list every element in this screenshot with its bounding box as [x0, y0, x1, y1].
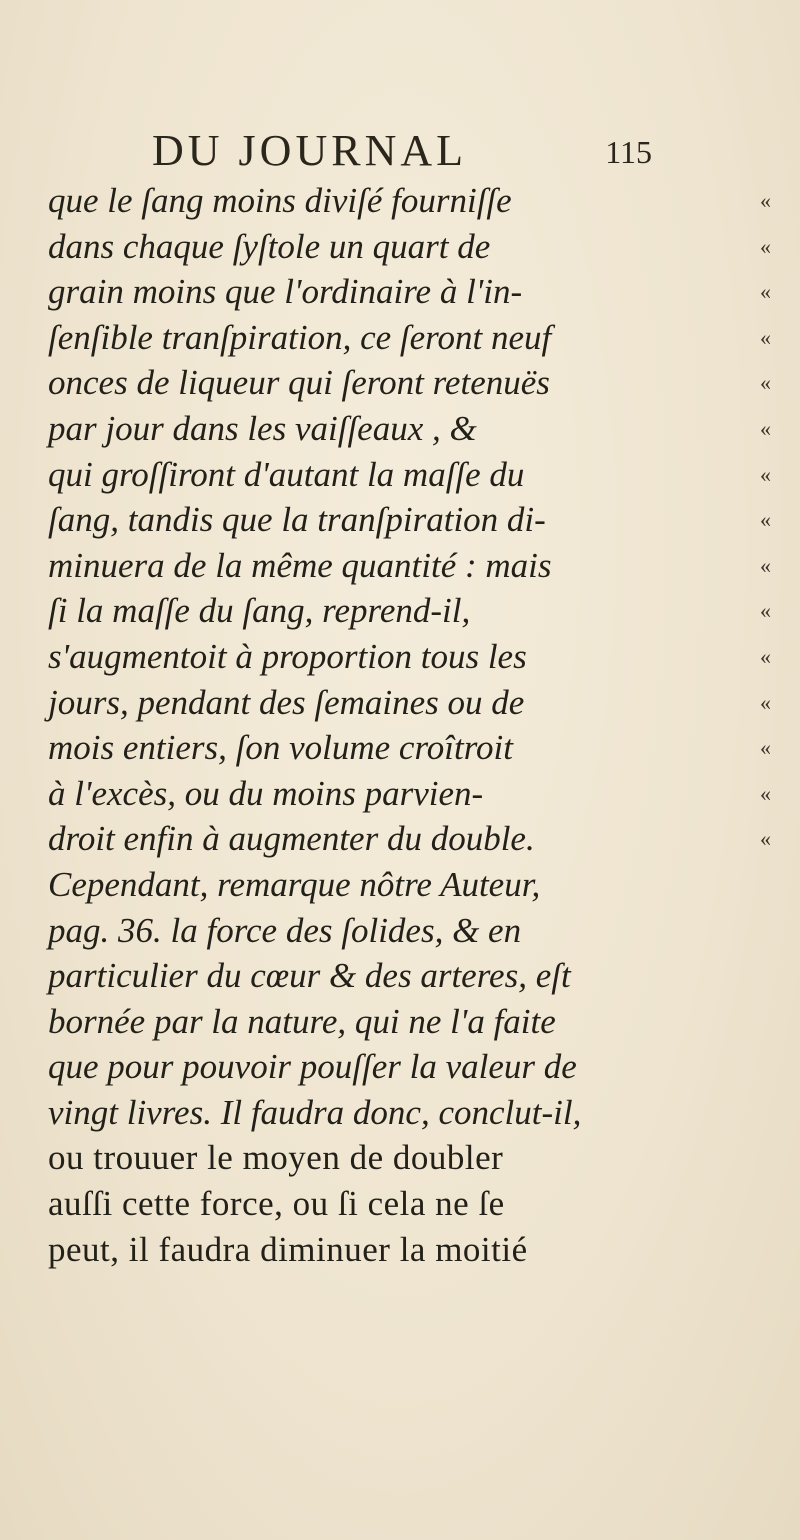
text-line	[0, 452, 800, 498]
line-text: ſenſible tranſpiration, ce ſeront neuf	[48, 317, 552, 357]
page-number: 115	[605, 134, 652, 170]
quote-mark: «	[760, 507, 771, 533]
line-text: minuera de la même quantité : mais	[48, 545, 552, 585]
line-text: onces de liqueur qui ſeront retenuës	[48, 363, 550, 403]
quote-mark: «	[760, 461, 771, 487]
line-text: Cependant, remarque nôtre Auteur,	[48, 864, 541, 904]
text-line	[0, 725, 800, 771]
quote-mark: «	[760, 643, 771, 669]
text-line	[0, 1181, 800, 1227]
line-text: vingt livres. Il faudra donc, conclut-il,	[48, 1092, 582, 1132]
text-line	[0, 360, 800, 406]
line-text: bornée par la nature, qui ne l'a faite	[48, 1001, 556, 1041]
text-line	[0, 862, 800, 908]
text-line	[0, 1135, 800, 1181]
text-line	[0, 953, 800, 999]
text-line	[0, 269, 800, 315]
line-text: que pour pouvoir pouſſer la valeur de	[48, 1047, 577, 1087]
line-text: qui groſſiront d'autant la maſſe du	[48, 454, 525, 494]
text-line	[0, 497, 800, 543]
quote-mark: «	[760, 279, 771, 305]
quote-mark: «	[760, 370, 771, 396]
text-line	[0, 999, 800, 1045]
line-text: particulier du cœur & des arteres, eſt	[48, 956, 571, 996]
quote-mark: «	[760, 233, 771, 259]
text-line	[0, 406, 800, 452]
line-text: que le ſang moins diviſé fourniſſe	[48, 181, 512, 220]
line-text: à l'excès, ou du moins parvien-	[48, 773, 484, 813]
quote-mark: «	[760, 552, 771, 578]
quote-mark: «	[760, 415, 771, 441]
quote-mark: «	[760, 324, 771, 350]
text-line	[0, 1090, 800, 1136]
quote-mark: «	[760, 689, 771, 715]
text-line	[0, 178, 800, 224]
text-line	[0, 680, 800, 726]
line-text: droit enfin à augmenter du double.	[48, 819, 535, 859]
running-title: DU JOURNAL	[152, 126, 467, 175]
line-text: auſſi cette force, ou ſi cela ne ſe	[48, 1184, 505, 1224]
line-text: ſi la maſſe du ſang, reprend-il,	[48, 591, 471, 631]
text-line	[0, 1044, 800, 1090]
line-text: mois entiers, ſon volume croîtroit	[48, 728, 513, 768]
line-text: s'augmentoit à proportion tous les	[48, 636, 527, 676]
line-text: dans chaque ſyſtole un quart de	[48, 226, 491, 266]
text-line	[0, 1227, 800, 1273]
quote-mark: «	[760, 188, 771, 213]
quote-mark: «	[760, 598, 771, 624]
line-text: ou trouuer le moyen de doubler	[48, 1138, 504, 1178]
quote-mark: «	[760, 735, 771, 761]
line-text: par jour dans les vaiſſeaux , &	[48, 408, 477, 448]
body-text	[0, 178, 800, 1272]
line-text: peut, il faudra diminuer la moitié	[48, 1229, 528, 1269]
line-text: pag. 36. la force des ſolides, & en	[48, 910, 522, 950]
text-line	[0, 315, 800, 361]
text-line	[0, 908, 800, 954]
text-line	[0, 543, 800, 589]
quote-mark: «	[760, 826, 771, 852]
text-line	[0, 771, 800, 817]
line-text: ſang, tandis que la tranſpiration di-	[48, 500, 546, 540]
line-text: grain moins que l'ordinaire à l'in-	[48, 272, 523, 312]
text-line	[0, 816, 800, 862]
text-line	[0, 588, 800, 634]
text-line	[0, 634, 800, 680]
page-header	[152, 128, 652, 174]
quote-mark: «	[760, 780, 771, 806]
text-line	[0, 224, 800, 270]
line-text: jours, pendant des ſemaines ou de	[48, 682, 525, 722]
